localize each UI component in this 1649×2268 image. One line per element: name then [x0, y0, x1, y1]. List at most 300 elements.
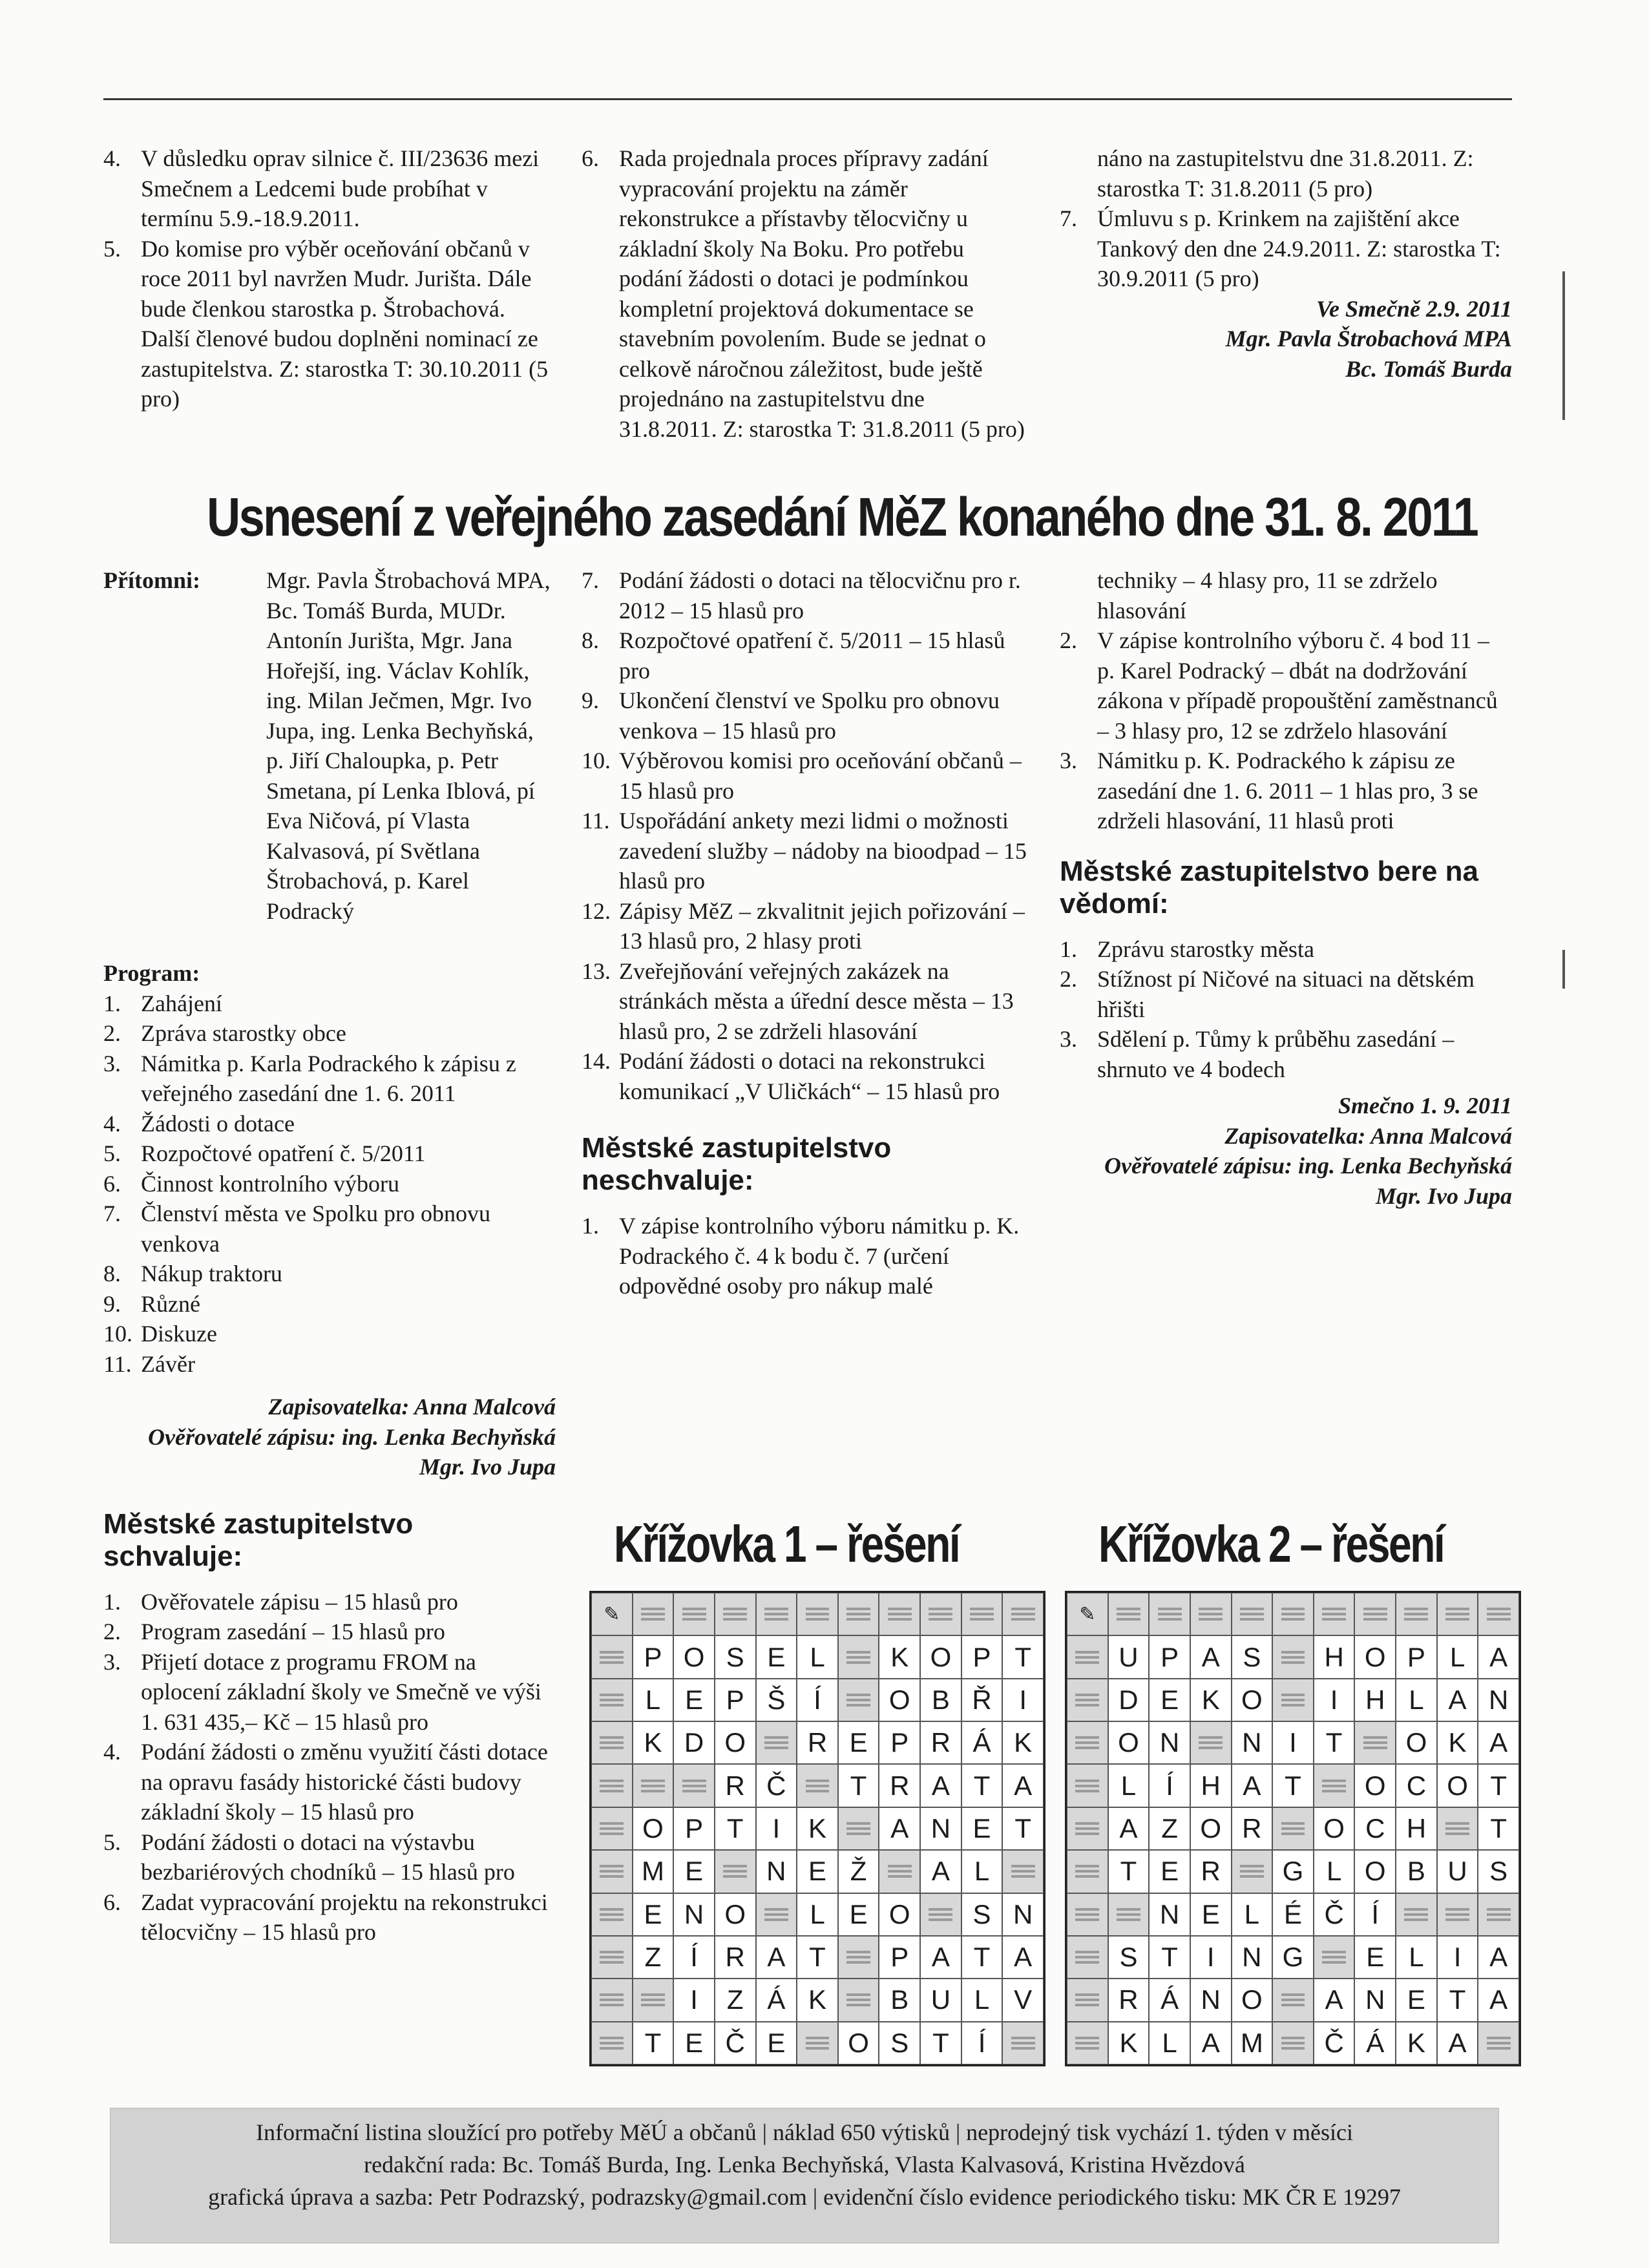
- clue-cell: [1067, 1679, 1108, 1721]
- letter-cell: O: [879, 1679, 920, 1721]
- item-number: 1.: [582, 1213, 599, 1239]
- letter-cell: Í: [1149, 1764, 1190, 1807]
- item-text: Rozpočtové opatření č. 5/2011: [141, 1140, 426, 1166]
- notes-title: Městské zastupitelstvo bere na vědomí:: [1060, 855, 1479, 919]
- item-number: 5.: [103, 1829, 121, 1855]
- letter-cell: L: [1232, 1893, 1273, 1936]
- letter-cell: E: [838, 1721, 879, 1764]
- letter-cell: L: [797, 1635, 838, 1678]
- clue-cell: [1272, 1635, 1314, 1678]
- letter-cell: E: [961, 1807, 1003, 1850]
- item-text: Podání žádosti o změnu využití části dotace na opravu fasády historické části budovy základní školy – 15 hlasů pro: [141, 1739, 548, 1825]
- clue-cell: [1067, 1850, 1108, 1893]
- item-number: 10.: [582, 748, 611, 773]
- signature-line: Ověřovatelé zápisu: ing. Lenka Bechyňská: [1104, 1153, 1512, 1179]
- item-number: 7.: [1060, 205, 1077, 231]
- clue-cell: [1067, 1979, 1108, 2021]
- footer-line: Informační listina sloužící pro potřeby MěÚ a občanů | náklad 650 výtisků | neprodejný tisk vychází 1. týden v měsíci: [255, 2119, 1353, 2145]
- clue-cell: [838, 1979, 879, 2021]
- clue-cell: [920, 1893, 961, 1936]
- clue-cell: [920, 1593, 961, 1635]
- list-item: [103, 1319, 556, 1349]
- item-text: Zadat vypracování projektu na rekonstrukci tělocvičny – 15 hlasů pro: [141, 1889, 548, 1945]
- letter-cell: K: [1002, 1721, 1044, 1764]
- top-col-2: [582, 143, 1027, 444]
- signature-line: Ověřovatelé zápisu: ing. Lenka Bechyňská: [148, 1423, 556, 1450]
- clue-cell: [961, 1593, 1003, 1635]
- letter-cell: Á: [1149, 1979, 1190, 2021]
- item-number: 11.: [582, 808, 610, 834]
- item-text: Zahájení: [141, 990, 222, 1016]
- clue-cell: [1067, 1635, 1108, 1678]
- list-item: [1060, 204, 1512, 294]
- letter-cell: M: [1232, 2022, 1273, 2064]
- letter-cell: S: [1232, 1635, 1273, 1678]
- letter-cell: L: [633, 1679, 674, 1721]
- letter-cell: R: [879, 1764, 920, 1807]
- item-text: Žádosti o dotace: [141, 1110, 295, 1137]
- letter-cell: O: [715, 1721, 756, 1764]
- clue-cell: [838, 1936, 879, 1979]
- letter-cell: P: [879, 1721, 920, 1764]
- item-text: Podání žádosti o dotaci na výstavbu bezbariérových chodníků – 15 hlasů pro: [141, 1829, 515, 1885]
- letter-cell: E: [838, 1893, 879, 1936]
- pencil-icon: ✎: [591, 1593, 633, 1635]
- letter-cell: R: [920, 1721, 961, 1764]
- top-col1-list: [103, 143, 549, 414]
- item-text: V zápise kontrolního výboru č. 4 bod 11 – p. Karel Podracký – dbát na dodržování zákona v případě propouštění zaměstnanců – 3 hlasy pro, 12 se zdrželo hlasování: [1097, 627, 1498, 744]
- item-number: 9.: [582, 688, 599, 713]
- item-text: Podání žádosti o dotaci na rekonstrukci komunikací „V Uličkách“ – 15 hlasů pro: [619, 1048, 1000, 1104]
- letter-cell: L: [1149, 2022, 1190, 2064]
- item-number: 6.: [103, 1889, 121, 1915]
- list-item: [582, 565, 1034, 625]
- signature-line: Mgr. Pavla Štrobachová MPA: [1225, 326, 1512, 352]
- letter-cell: A: [756, 1936, 797, 1979]
- letter-cell: A: [1314, 1979, 1355, 2021]
- item-text: Námitka p. Karla Podrackého k zápisu z veřejného zasedání dne 1. 6. 2011: [141, 1050, 516, 1106]
- letter-cell: T: [715, 1807, 756, 1850]
- list-item: [582, 143, 1027, 444]
- letter-cell: D: [1108, 1679, 1150, 1721]
- top-col3-cont: náno na zastupitelstvu dne 31.8.2011. Z: starostka T: 31.8.2011 (5 pro): [1097, 145, 1474, 202]
- clue-cell: [1272, 1807, 1314, 1850]
- letter-cell: Á: [961, 1721, 1003, 1764]
- clue-cell: [1354, 1593, 1396, 1635]
- letter-cell: T: [797, 1936, 838, 1979]
- letter-cell: N: [1190, 1979, 1232, 2021]
- program-label: Program:: [103, 960, 200, 986]
- item-text: Výběrovou komisi pro oceňování občanů – 15 hlasů pro: [619, 748, 1022, 804]
- letter-cell: O: [633, 1807, 674, 1850]
- present-block: [103, 565, 556, 926]
- item-number: 11.: [103, 1350, 132, 1377]
- item-text: Ukončení členství ve Spolku pro obnovu venkova – 15 hlasů pro: [619, 688, 1000, 744]
- item-text: Program zasedání – 15 hlasů pro: [141, 1619, 445, 1644]
- item-number: 6.: [103, 1170, 121, 1197]
- letter-cell: O: [1232, 1679, 1273, 1721]
- letter-cell: P: [961, 1635, 1003, 1678]
- clue-cell: [673, 1593, 715, 1635]
- letter-cell: A: [920, 1850, 961, 1893]
- crossword1-title: Křížovka 1 – řešení: [614, 1515, 960, 1573]
- letter-cell: N: [1232, 1936, 1273, 1979]
- letter-cell: K: [1108, 2022, 1150, 2064]
- item-number: 12.: [582, 898, 611, 924]
- item-text: Zprávu starostky města: [1097, 936, 1314, 962]
- list-item: [582, 896, 1034, 956]
- clue-cell: [1478, 2022, 1519, 2064]
- letter-cell: O: [1190, 1807, 1232, 1850]
- letter-cell: M: [633, 1850, 674, 1893]
- letter-cell: O: [1354, 1764, 1396, 1807]
- item-number: 2.: [103, 1619, 121, 1644]
- clue-cell: [1002, 2022, 1044, 2064]
- letter-cell: O: [1232, 1979, 1273, 2021]
- item-number: 5.: [103, 1140, 121, 1166]
- approves-title: Městské zastupitelstvo schvaluje:: [103, 1507, 414, 1572]
- clue-cell: [1232, 1850, 1273, 1893]
- item-number: 8.: [582, 627, 599, 653]
- list-item: [103, 1827, 556, 1887]
- list-item: [1060, 746, 1512, 836]
- letter-cell: L: [1437, 1635, 1478, 1678]
- letter-cell: N: [1002, 1893, 1044, 1936]
- letter-cell: T: [838, 1764, 879, 1807]
- item-text: Rozpočtové opatření č. 5/2011 – 15 hlasů pro: [619, 627, 1005, 684]
- letter-cell: T: [1437, 1979, 1478, 2021]
- letter-cell: N: [673, 1893, 715, 1936]
- scan-edge-mark: [1562, 271, 1565, 420]
- footer-line: redakční rada: Bc. Tomáš Burda, Ing. Lenka Bechyňská, Vlasta Kalvasová, Kristina Hvězdová: [364, 2152, 1245, 2178]
- letter-cell: E: [756, 2022, 797, 2064]
- letter-cell: O: [715, 1893, 756, 1936]
- list-item: [1060, 934, 1512, 965]
- letter-cell: P: [1149, 1635, 1190, 1678]
- letter-cell: H: [1190, 1764, 1232, 1807]
- clue-cell: [1108, 1593, 1150, 1635]
- letter-cell: I: [1314, 1679, 1355, 1721]
- clue-cell: [1437, 1893, 1478, 1936]
- signature-line: Mgr. Ivo Jupa: [1375, 1182, 1512, 1209]
- letter-cell: T: [1002, 1635, 1044, 1678]
- letter-cell: T: [1108, 1850, 1150, 1893]
- item-number: 2.: [103, 1020, 121, 1046]
- item-number: 5.: [103, 235, 121, 262]
- signature-line: Zapisovatelka: Anna Malcová: [1224, 1122, 1512, 1149]
- letter-cell: V: [1002, 1979, 1044, 2021]
- item-number: 6.: [582, 145, 599, 171]
- item-text: Do komise pro výběr oceňování občanů v roce 2011 byl navržen Mudr. Jurišta. Dále bude členkou starostka p. Štrobachová. Další členové budou doplněni nominací ze zastupitelstva. Z: starostka T: 30.10.2011 (5 pro): [141, 235, 549, 412]
- item-text: V zápise kontrolního výboru námitku p. K. Podrackého č. 4 k bodu č. 7 (určení odpovědné osoby pro nákup malé: [619, 1213, 1020, 1299]
- letter-cell: E: [1149, 1679, 1190, 1721]
- letter-cell: O: [1314, 1807, 1355, 1850]
- clue-cell: [879, 1593, 920, 1635]
- footer-line: grafická úprava a sazba: Petr Podrazský, podrazsky@gmail.com | evidenční číslo evidence periodického tisku: MK ČR E 19297: [208, 2184, 1401, 2210]
- letter-cell: A: [1478, 1936, 1519, 1979]
- letter-cell: T: [1478, 1764, 1519, 1807]
- letter-cell: A: [920, 1936, 961, 1979]
- clue-cell: [1067, 1807, 1108, 1850]
- item-number: 9.: [103, 1290, 121, 1317]
- clue-cell: [591, 1936, 633, 1979]
- item-text: Rada projednala proces přípravy zadání vypracování projektu na záměr rekonstrukce a přístavby tělocvičny u základní školy Na Boku. Pro potřebu podání žádosti o dotaci je podmínkou kompletní projektová dokumentace se stavebním povolením. Bude se jednat o celkově náročnou záležitost, bude ještě projednáno na zastupitelstvu dne 31.8.2011. Z: starostka T: 31.8.2011 (5 pro): [619, 145, 1025, 442]
- main-col-2: [582, 565, 1034, 1301]
- list-item: [103, 1647, 556, 1738]
- letter-cell: N: [1478, 1679, 1519, 1721]
- letter-cell: A: [1190, 2022, 1232, 2064]
- letter-cell: Č: [1314, 2022, 1355, 2064]
- letter-cell: A: [1478, 1979, 1519, 2021]
- clue-cell: [879, 1850, 920, 1893]
- pencil-icon: ✎: [1067, 1593, 1108, 1635]
- letter-cell: T: [1478, 1807, 1519, 1850]
- approves-list: [103, 1587, 556, 1948]
- letter-cell: Í: [961, 2022, 1003, 2064]
- item-number: 3.: [103, 1648, 121, 1675]
- letter-cell: R: [1108, 1979, 1150, 2021]
- top-rule: [103, 98, 1512, 100]
- letter-cell: Č: [715, 2022, 756, 2064]
- item-number: 2.: [1060, 966, 1077, 992]
- letter-cell: I: [1437, 1936, 1478, 1979]
- clue-cell: [591, 1979, 633, 2021]
- letter-cell: T: [961, 1936, 1003, 1979]
- clue-cell: [1272, 1979, 1314, 2021]
- clue-cell: [1314, 1593, 1355, 1635]
- clue-cell: [838, 1593, 879, 1635]
- letter-cell: K: [797, 1807, 838, 1850]
- item-number: 3.: [1060, 748, 1077, 773]
- clue-cell: [756, 1721, 797, 1764]
- letter-cell: E: [797, 1850, 838, 1893]
- clue-cell: [1314, 1936, 1355, 1979]
- clue-cell: [715, 1593, 756, 1635]
- letter-cell: A: [1190, 1635, 1232, 1678]
- letter-cell: O: [920, 1635, 961, 1678]
- clue-cell: [1396, 1593, 1437, 1635]
- letter-cell: A: [920, 1764, 961, 1807]
- clue-cell: [1108, 1893, 1150, 1936]
- present-label: Přítomni:: [103, 567, 200, 593]
- letter-cell: L: [1396, 1679, 1437, 1721]
- letter-cell: I: [756, 1807, 797, 1850]
- letter-cell: E: [633, 1893, 674, 1936]
- letter-cell: N: [1149, 1721, 1190, 1764]
- list-item: [103, 1617, 556, 1647]
- letter-cell: C: [1354, 1807, 1396, 1850]
- signature-line: Bc. Tomáš Burda: [1345, 355, 1512, 382]
- letter-cell: O: [1396, 1721, 1437, 1764]
- letter-cell: I: [1002, 1679, 1044, 1721]
- letter-cell: A: [1437, 1679, 1478, 1721]
- letter-cell: E: [673, 2022, 715, 2064]
- top-signature: [1060, 294, 1512, 384]
- clue-cell: [633, 1593, 674, 1635]
- page-headline: Usnesení z veřejného zasedání MěZ konaného dne 31. 8. 2011: [207, 487, 1478, 547]
- letter-cell: D: [673, 1721, 715, 1764]
- clue-cell: [1437, 1593, 1478, 1635]
- letter-cell: Ž: [838, 1850, 879, 1893]
- letter-cell: Í: [673, 1936, 715, 1979]
- item-text: Stížnost pí Ničové na situaci na dětském hřišti: [1097, 966, 1475, 1022]
- item-number: 7.: [103, 1201, 121, 1226]
- letter-cell: N: [1232, 1721, 1273, 1764]
- list-item: [582, 806, 1034, 896]
- letter-cell: K: [633, 1721, 674, 1764]
- letter-cell: H: [1396, 1807, 1437, 1850]
- clue-cell: [591, 1679, 633, 1721]
- crossword2-grid: [1065, 1591, 1521, 2066]
- letter-cell: T: [961, 1764, 1003, 1807]
- list-item: [103, 1018, 556, 1049]
- clue-cell: [838, 1679, 879, 1721]
- letter-cell: E: [1190, 1893, 1232, 1936]
- letter-cell: R: [715, 1936, 756, 1979]
- letter-cell: S: [1478, 1850, 1519, 1893]
- letter-cell: R: [715, 1764, 756, 1807]
- top-col-3: [1060, 143, 1512, 384]
- list-item: [103, 1587, 556, 1617]
- clue-cell: [1396, 1893, 1437, 1936]
- clue-cell: [591, 2022, 633, 2064]
- letter-cell: A: [1232, 1764, 1273, 1807]
- rejects-cont: techniky – 4 hlasy pro, 11 se zdrželo hlasování: [1097, 567, 1438, 624]
- list-item: [582, 625, 1034, 686]
- clue-cell: [1354, 1721, 1396, 1764]
- list-item: [103, 1349, 556, 1380]
- item-text: Námitku p. K. Podrackého k zápisu ze zasedání dne 1. 6. 2011 – 1 hlas pro, 3 se zdrželi hlasování, 11 hlasů proti: [1097, 748, 1478, 834]
- rejects-list: [582, 1211, 1034, 1301]
- top-col2-list: [582, 143, 1027, 444]
- letter-cell: Z: [633, 1936, 674, 1979]
- letter-cell: L: [1396, 1936, 1437, 1979]
- approves-list-cont: [582, 565, 1034, 1106]
- main-col-1: [103, 565, 556, 1948]
- letter-cell: N: [920, 1807, 961, 1850]
- letter-cell: P: [673, 1807, 715, 1850]
- letter-cell: É: [1272, 1893, 1314, 1936]
- clue-cell: [1478, 1893, 1519, 1936]
- letter-cell: I: [673, 1979, 715, 2021]
- clue-cell: [1067, 1893, 1108, 1936]
- letter-cell: U: [920, 1979, 961, 2021]
- clue-cell: [1067, 2022, 1108, 2064]
- item-text: Sdělení p. Tůmy k průběhu zasedání – shrnuto ve 4 bodech: [1097, 1026, 1455, 1082]
- rejects-title: Městské zastupitelstvo neschvaluje:: [582, 1132, 892, 1196]
- clue-cell: [673, 1764, 715, 1807]
- letter-cell: A: [1437, 2022, 1478, 2064]
- item-text: Uspořádání ankety mezi lidmi o možnosti zavedení služby – nádoby na bioodpad – 15 hlasů pro: [619, 808, 1027, 894]
- item-number: 4.: [103, 1110, 121, 1137]
- letter-cell: T: [1149, 1936, 1190, 1979]
- item-text: Úmluvu s p. Krinkem na zajištění akce Tankový den dne 24.9.2011. Z: starostka T: 30.9.2011 (5 pro): [1097, 205, 1501, 291]
- item-text: Různé: [141, 1290, 200, 1317]
- item-number: 14.: [582, 1048, 611, 1074]
- list-item: [103, 1169, 556, 1199]
- letter-cell: O: [879, 1893, 920, 1936]
- item-number: 8.: [103, 1261, 121, 1286]
- list-item: [1060, 964, 1512, 1024]
- letter-cell: E: [1149, 1850, 1190, 1893]
- item-number: 3.: [103, 1050, 121, 1076]
- letter-cell: T: [1272, 1764, 1314, 1807]
- clue-cell: [1190, 1593, 1232, 1635]
- letter-cell: K: [1437, 1721, 1478, 1764]
- item-text: Nákup traktoru: [141, 1261, 282, 1286]
- letter-cell: P: [879, 1936, 920, 1979]
- letter-cell: K: [797, 1979, 838, 2021]
- letter-cell: I: [1272, 1721, 1314, 1764]
- letter-cell: L: [961, 1979, 1003, 2021]
- signature-line: Mgr. Ivo Jupa: [419, 1454, 556, 1480]
- letter-cell: E: [673, 1679, 715, 1721]
- clue-cell: [1002, 1850, 1044, 1893]
- letter-cell: G: [1272, 1936, 1314, 1979]
- letter-cell: B: [920, 1679, 961, 1721]
- letter-cell: U: [1437, 1850, 1478, 1893]
- item-text: Členství města ve Spolku pro obnovu venkova: [141, 1201, 490, 1257]
- program-list: [103, 989, 556, 1380]
- letter-cell: L: [961, 1850, 1003, 1893]
- list-item: [103, 1289, 556, 1319]
- clue-cell: [591, 1850, 633, 1893]
- letter-cell: A: [1002, 1764, 1044, 1807]
- letter-cell: E: [1396, 1979, 1437, 2021]
- clue-cell: [1067, 1936, 1108, 1979]
- letter-cell: B: [879, 1979, 920, 2021]
- footer-box: [110, 2108, 1499, 2243]
- item-text: Přijetí dotace z programu FROM na oplocení základní školy ve Smečně ve výši 1. 631 435,– Kč – 15 hlasů pro: [141, 1648, 541, 1735]
- clue-cell: [1067, 1764, 1108, 1807]
- letter-cell: Š: [756, 1679, 797, 1721]
- clue-cell: [838, 1807, 879, 1850]
- letter-cell: K: [879, 1635, 920, 1678]
- item-number: 1.: [103, 990, 121, 1016]
- letter-cell: O: [1108, 1721, 1150, 1764]
- notes-signature: [1060, 1091, 1512, 1211]
- clue-cell: [1314, 1764, 1355, 1807]
- clue-cell: [1149, 1593, 1190, 1635]
- letter-cell: A: [1478, 1635, 1519, 1678]
- item-text: Zveřejňování veřejných zakázek na stránkách města a úřední desce města – 13 hlasů pro, 2 se zdrželi hlasování: [619, 958, 1014, 1044]
- clue-cell: [591, 1764, 633, 1807]
- item-text: Ověřovatele zápisu – 15 hlasů pro: [141, 1588, 458, 1615]
- item-text: Činnost kontrolního výboru: [141, 1170, 400, 1197]
- letter-cell: H: [1314, 1635, 1355, 1678]
- letter-cell: Č: [756, 1764, 797, 1807]
- clue-cell: [633, 1764, 674, 1807]
- list-item: [1060, 1024, 1512, 1084]
- scan-edge-mark: [1562, 950, 1565, 989]
- letter-cell: O: [1437, 1764, 1478, 1807]
- letter-cell: A: [879, 1807, 920, 1850]
- list-item: [582, 686, 1034, 746]
- letter-cell: A: [1002, 1936, 1044, 1979]
- list-item: [103, 1737, 556, 1827]
- letter-cell: T: [920, 2022, 961, 2064]
- list-item: [103, 234, 549, 414]
- letter-cell: T: [1002, 1807, 1044, 1850]
- item-text: Diskuze: [141, 1321, 217, 1347]
- list-item: [103, 989, 556, 1019]
- item-text: Zpráva starostky obce: [141, 1020, 346, 1046]
- item-number: 7.: [582, 567, 599, 593]
- clue-cell: [1002, 1593, 1044, 1635]
- letter-cell: Z: [715, 1979, 756, 2021]
- item-number: 13.: [582, 958, 611, 984]
- letter-cell: Á: [756, 1979, 797, 2021]
